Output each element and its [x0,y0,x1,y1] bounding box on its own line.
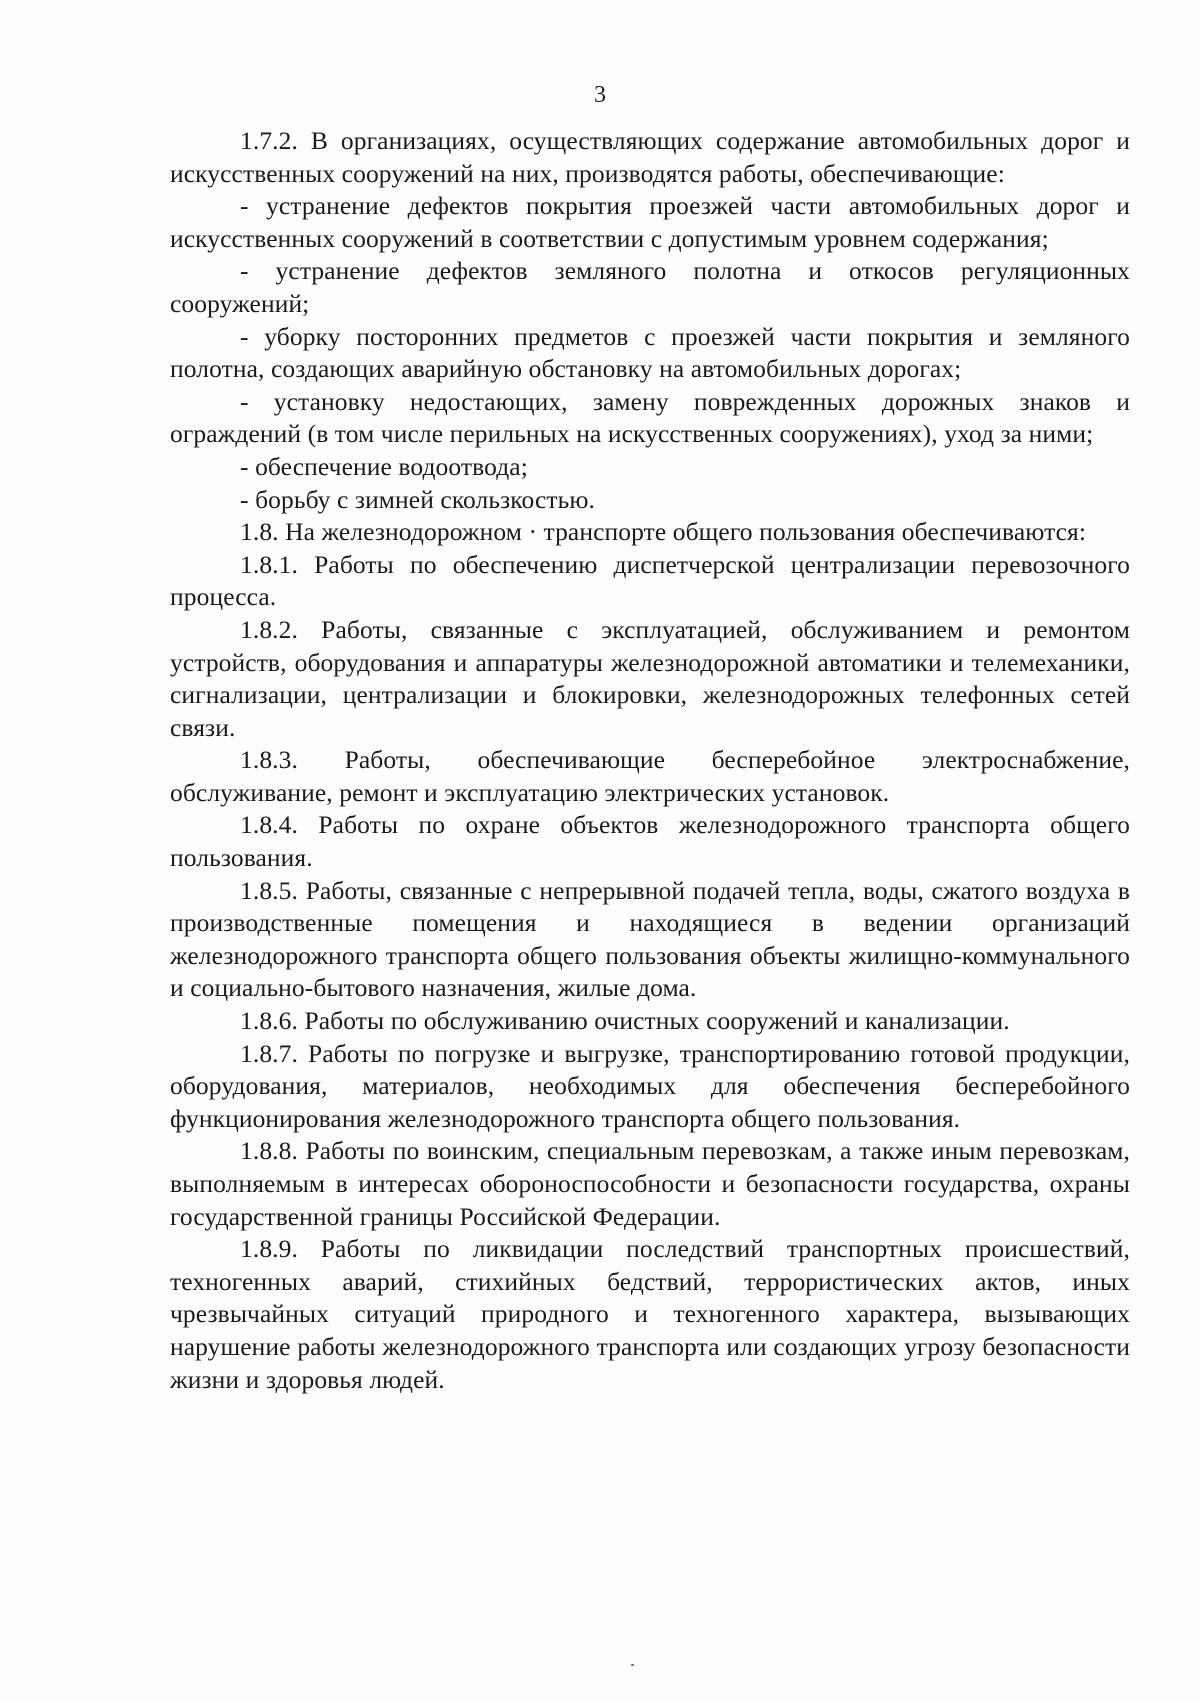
paragraph-1-8-2: 1.8.2. Работы, связанные с эксплуатацией, обслуживанием и ремонтом устройств, оборудования и аппаратуры железнодорожной автоматики и телемеханики, сигнализации, централизации и блокировки, железнодорожных телефонных сетей связи. [170,614,1130,742]
paragraph-1-8-1: 1.8.1. Работы по обеспечению диспетчерской централизации перевозочного процесса. [170,549,1130,612]
list-item-pavement-defects: - устранение дефектов покрытия проезжей части автомобильных дорог и искусственных сооружений в соответствии с допустимым уровнем содержания; [170,191,1130,253]
paragraph-1-8: 1.8. На железнодорожном · транспорте общего пользования обеспечиваются: [240,517,1087,547]
list-item-drainage: - обеспечение водоотвода; [240,451,528,481]
paragraph-1-8-7: 1.8.7. Работы по погрузке и выгрузке, транспортированию готовой продукции, оборудования, материалов, необходимых для обеспечения бесперебойного функционирования железнодорожного транспорта общего пользования. [170,1038,1130,1133]
document-body [170,125,1130,1396]
paragraph-1-8-8: 1.8.8. Работы по воинским, специальным перевозкам, а также иным перевозкам, выполняемым в интересах обороноспособности и безопасности государства, охраны государственной границы Российской Федерации. [170,1136,1130,1231]
paragraph-1-8-3: 1.8.3. Работы, обеспечивающие бесперебойное электроснабжение, обслуживание, ремонт и эксплуатацию электрических установок. [170,745,1130,807]
paragraph-1-8-6: 1.8.6. Работы по обслуживанию очистных сооружений и канализации. [240,1006,1010,1036]
list-item-road-signs: - установку недостающих, замену поврежденных дорожных знаков и ограждений (в том числе перильных на искусственных сооружениях), уход за ними; [170,386,1130,449]
list-item-roadbed-defects: - устранение дефектов земляного полотна и откосов регуляционных сооружений; [170,256,1130,318]
paragraph-1-7-2: 1.7.2. В организациях, осуществляющих содержание автомобильных дорог и искусственных сооружений на них, производятся работы, обеспечивающие: [170,126,1130,188]
paragraph-1-8-9: 1.8.9. Работы по ликвидации последствий транспортных происшествий, техногенных аварий, стихийных бедствий, террористических актов, иных чрезвычайных ситуаций природного и техногенного характера, вызывающих нарушение работы железнодорожного транспорта или создающих угрозу безопасности жизни и здоровья людей. [170,1234,1130,1394]
page-number: 3 [594,82,606,108]
paragraph-1-8-4: 1.8.4. Работы по охране объектов железнодорожного транспорта общего пользования. [170,810,1130,873]
list-item-debris-removal: - уборку посторонних предметов с проезжей части покрытия и земляного полотна, создающих аварийную обстановку на автомобильных дорогах; [170,321,1130,384]
scan-speck [631,1664,634,1666]
list-item-winter-slipperiness: - борьбу с зимней скользкостью. [240,484,595,514]
paragraph-1-8-5: 1.8.5. Работы, связанные с непрерывной подачей тепла, воды, сжатого воздуха в производственные помещения и находящиеся в ведении организаций железнодорожного транспорта общего пользования объекты жилищно-коммунального и социально-бытового назначения, жилые дома. [170,875,1130,1003]
